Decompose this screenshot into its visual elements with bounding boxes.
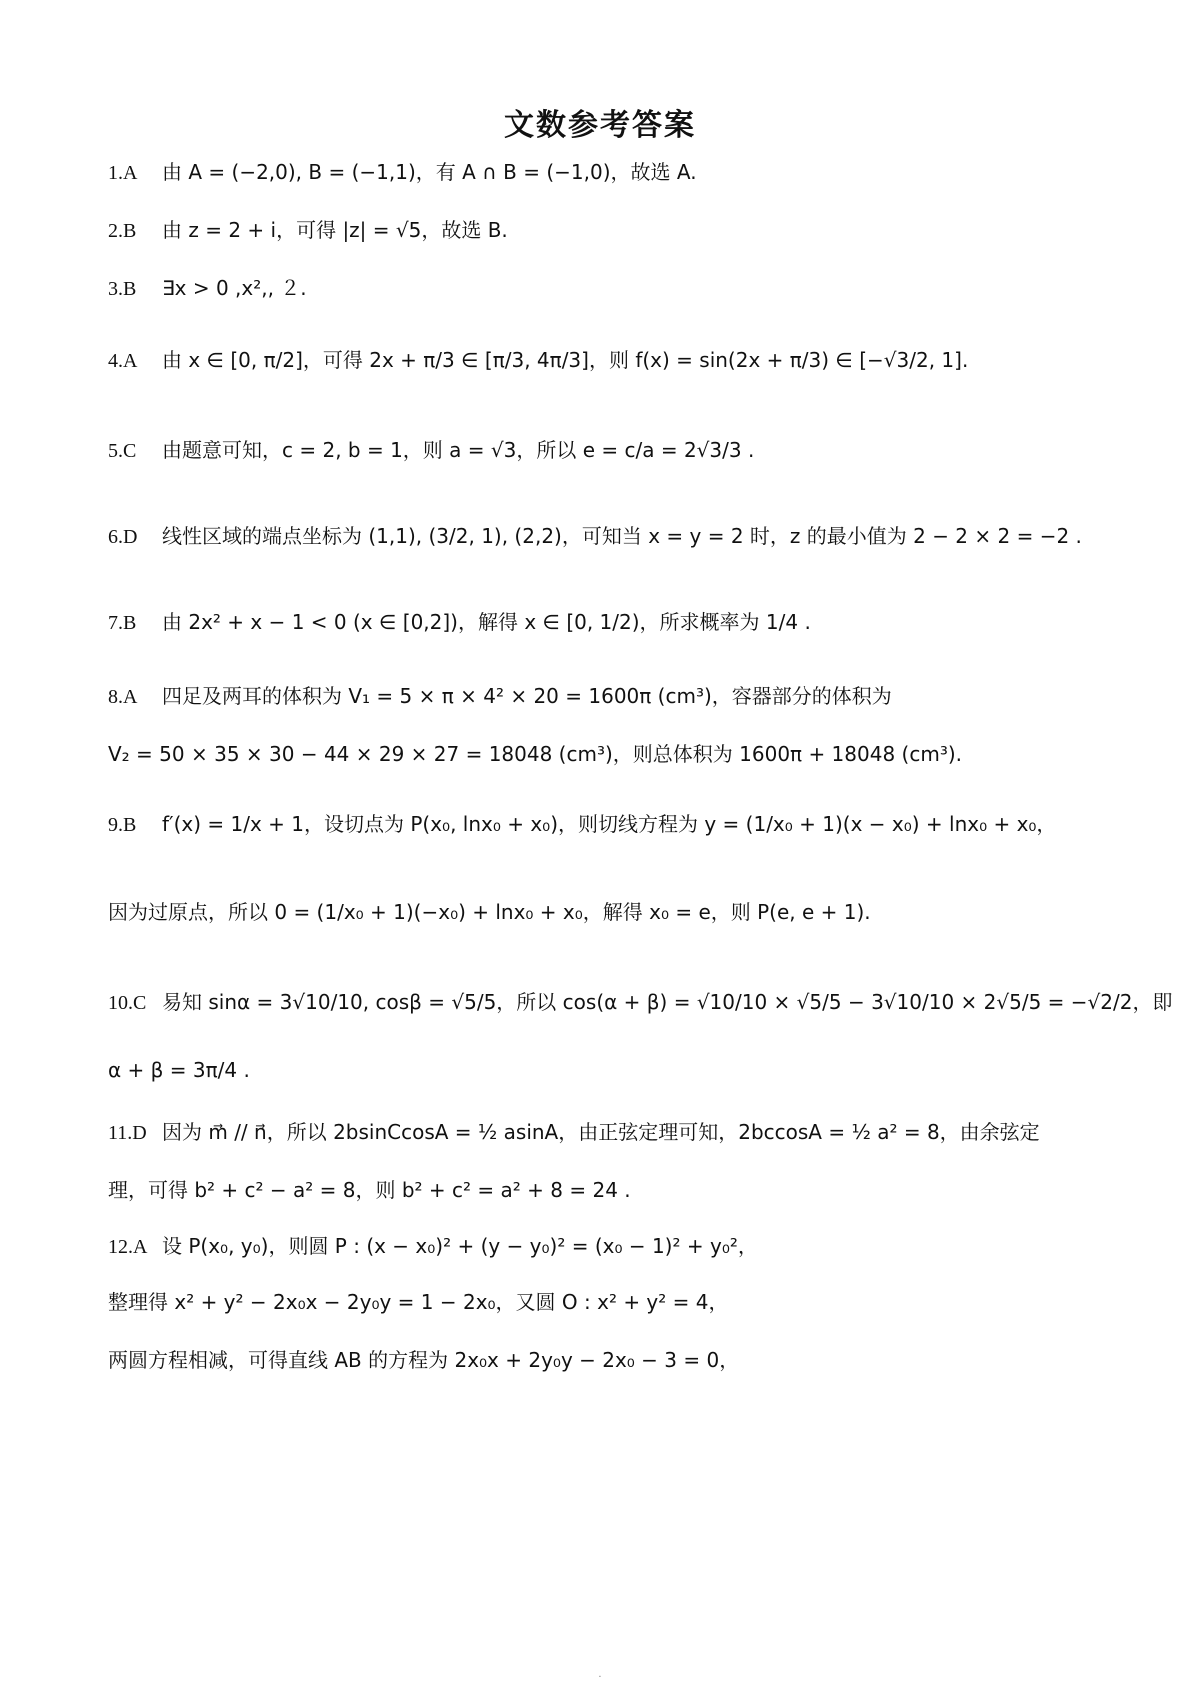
answer-text: 由 x ∈ [0, π/2]，可得 2x + π/3 ∈ [π/3, 4π/3]，则 f(x) = sin(2x + π/3) ∈ [−√3/2, 1]. — [162, 348, 969, 372]
answer-line — [108, 1234, 758, 1259]
answer-line — [108, 1348, 739, 1372]
answer-line — [108, 1058, 250, 1082]
answer-number: 10.C — [108, 992, 147, 1014]
answer-number: 9.B — [108, 814, 137, 836]
answer-line — [108, 218, 508, 243]
answer-line — [108, 276, 307, 301]
answer-text: V₂ = 50 × 35 × 30 − 44 × 29 × 27 = 18048 (cm³)，则总体积为 1600π + 18048 (cm³). — [108, 742, 962, 766]
answer-text: ∃x > 0 ,x²,, ２. — [162, 276, 307, 300]
answer-text: 易知 sinα = 3√10/10, cosβ = √5/5，所以 cos(α + β) = √10/10 × √5/5 − 3√10/10 × 2√5/5 = −√2/2，即 — [162, 990, 1173, 1014]
answer-line — [108, 524, 1082, 549]
answer-line — [108, 1178, 631, 1202]
answer-text: 理，可得 b² + c² − a² = 8，则 b² + c² = a² + 8 = 24 . — [108, 1178, 631, 1202]
answer-text: 因为过原点，所以 0 = (1/x₀ + 1)(−x₀) + lnx₀ + x₀，解得 x₀ = e，则 P(e, e + 1). — [108, 900, 871, 924]
answer-number: 11.D — [108, 1122, 147, 1144]
answer-number: 2.B — [108, 220, 137, 242]
answer-text: 由题意可知，c = 2, b = 1，则 a = √3，所以 e = c/a = 2√3/3 . — [162, 438, 755, 462]
answer-line — [108, 1290, 729, 1314]
answer-number: 7.B — [108, 612, 137, 634]
answer-line — [108, 438, 754, 463]
answer-number: 3.B — [108, 278, 137, 300]
answer-number: 4.A — [108, 350, 138, 372]
answer-line — [108, 990, 1172, 1015]
answer-text: 由 z = 2 + i，可得 |z| = √5，故选 B. — [162, 218, 508, 242]
answer-number: 8.A — [108, 686, 138, 708]
answer-text: 两圆方程相减，可得直线 AB 的方程为 2x₀x + 2y₀y − 2x₀ − 3 = 0， — [108, 1348, 740, 1372]
answer-text: 四足及两耳的体积为 V₁ = 5 × π × 4² × 20 = 1600π (cm³)，容器部分的体积为 — [162, 684, 892, 708]
answer-number: 1.A — [108, 162, 138, 184]
answer-line — [108, 742, 962, 766]
answer-line — [108, 900, 871, 924]
answer-line — [108, 1120, 1040, 1145]
answer-text: 整理得 x² + y² − 2x₀x − 2y₀y = 1 − 2x₀，又圆 O : x² + y² = 4， — [108, 1290, 729, 1314]
answer-text: 线性区域的端点坐标为 (1,1), (3/2, 1), (2,2)，可知当 x = y = 2 时，z 的最小值为 2 − 2 × 2 = −2 . — [162, 524, 1082, 548]
answer-text: 因为 m⃗ // n⃗，所以 2bsinCcosA = ½ asinA，由正弦定理可知，2bccosA = ½ a² = 8，由余弦定 — [162, 1120, 1040, 1144]
answer-text: f′(x) = 1/x + 1，设切点为 P(x₀, lnx₀ + x₀)，则切线方程为 y = (1/x₀ + 1)(x − x₀) + lnx₀ + x₀， — [162, 812, 1057, 836]
answer-line — [108, 812, 1056, 837]
answer-number: 6.D — [108, 526, 138, 548]
page-title: 文数参考答案 — [504, 108, 696, 143]
answer-line — [108, 160, 697, 185]
answer-text: 由 2x² + x − 1 < 0 (x ∈ [0,2])，解得 x ∈ [0, 1/2)，所求概率为 1/4 . — [162, 610, 811, 634]
answer-number: 5.C — [108, 440, 137, 462]
answer-line — [108, 348, 968, 373]
answer-text: α + β = 3π/4 . — [108, 1058, 250, 1082]
answer-line — [108, 610, 811, 635]
answer-text: 设 P(x₀, y₀)，则圆 P : (x − x₀)² + (y − y₀)² = (x₀ − 1)² + y₀²， — [162, 1234, 758, 1258]
answer-text: 由 A = (−2,0), B = (−1,1)，有 A ∩ B = (−1,0)，故选 A. — [162, 160, 697, 184]
answer-number: 12.A — [108, 1236, 148, 1258]
page-footer-mark: · — [598, 1672, 602, 1683]
answer-line — [108, 684, 892, 709]
